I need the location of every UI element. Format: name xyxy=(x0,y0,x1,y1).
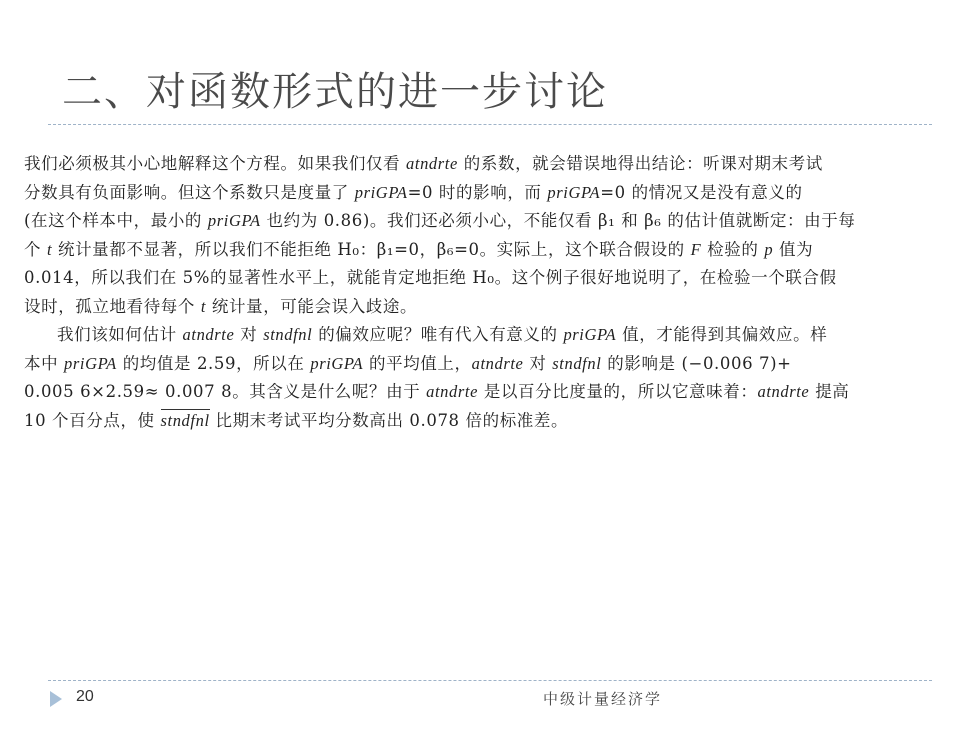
text-fragment: 值为 xyxy=(773,239,814,259)
variable-prigpa: priGPA xyxy=(310,353,364,373)
footer-divider xyxy=(48,680,932,681)
play-arrow-icon xyxy=(50,691,62,707)
paragraph-1 xyxy=(24,150,968,321)
variable-atndrte: atndrte xyxy=(757,382,810,401)
variable-atndrte: atndrte xyxy=(471,353,524,373)
variable-prigpa: priGPA xyxy=(563,325,617,344)
title-divider xyxy=(48,124,932,125)
variable-t: t xyxy=(46,239,53,259)
variable-p: p xyxy=(764,239,774,259)
text-fragment: 统计量，可能会误入歧途。 xyxy=(206,296,418,316)
text-fragment: 统计量都不显著，所以我们不能拒绝 H₀：β₁=0，β₆=0。实际上，这个联合假设的 xyxy=(52,239,691,259)
variable-stndfnl: stndfnl xyxy=(552,353,602,373)
slide-body xyxy=(24,150,968,435)
text-fragment: 0.014，所以我们在 5%的显著性水平上，就能肯定地拒绝 H₀。这个例子很好地说明了，在检验一个联合假 xyxy=(24,268,837,287)
text-fragment: =0 的情况又是没有意义的 xyxy=(600,182,803,202)
text-fragment: 10 个百分点，使 xyxy=(24,410,161,430)
text-fragment: 个 xyxy=(24,239,47,259)
text-fragment: 是以百分比度量的，所以它意味着： xyxy=(478,382,758,401)
variable-stndfnl-hat: stndfnl xyxy=(160,410,210,430)
variable-atndrte: atndrte xyxy=(406,154,458,173)
variable-prigpa: priGPA xyxy=(207,211,261,230)
text-fragment: 分数具有负面影响。但这个系数只是度量了 xyxy=(24,182,355,202)
text-fragment: 检验的 xyxy=(701,239,765,259)
text-fragment: 值，才能得到其偏效应。样 xyxy=(616,325,828,344)
page-number: 20 xyxy=(76,688,94,705)
variable-atndrte: atndrte xyxy=(182,325,235,344)
text-fragment: 的系数，就会错误地得出结论：听课对期末考试 xyxy=(457,154,823,173)
variable-stndfnl: stndfnl xyxy=(263,325,313,344)
course-title: 中级计量经济学 xyxy=(543,690,663,708)
text-fragment: 本中 xyxy=(24,353,65,373)
variable-t: t xyxy=(200,296,207,316)
paragraph-2 xyxy=(24,321,968,435)
variable-prigpa: priGPA xyxy=(64,353,117,373)
text-fragment: 0.005 6×2.59≈ 0.007 8。其含义是什么呢？由于 xyxy=(24,382,427,401)
text-fragment: 对 xyxy=(523,353,553,373)
slide-title: 二、对函数形式的进一步讨论 xyxy=(62,69,608,115)
text-fragment: 也约为 0.86)。我们还必须小心，不能仅看 β₁ 和 β₆ 的估计值就断定：由于每 xyxy=(260,211,856,230)
text-fragment: 对 xyxy=(234,325,264,344)
variable-atndrte: atndrte xyxy=(426,382,479,401)
text-fragment: =0 时的影响，而 xyxy=(407,182,548,202)
variable-prigpa: priGPA xyxy=(547,182,601,202)
text-fragment: 我们必须极其小心地解释这个方程。如果我们仅看 xyxy=(24,154,407,173)
text-fragment: 的偏效应呢？唯有代入有意义的 xyxy=(312,325,564,344)
text-fragment: 提高 xyxy=(809,382,850,401)
text-fragment: 的影响是 (−0.006 7)+ xyxy=(601,353,792,373)
text-fragment: (在这个样本中，最小的 xyxy=(24,211,208,230)
text-fragment: 设时，孤立地看待每个 xyxy=(24,296,201,316)
variable-prigpa: priGPA xyxy=(354,182,408,202)
text-fragment: 比期末考试平均分数高出 0.078 倍的标准差。 xyxy=(209,410,569,430)
text-fragment: 的均值是 2.59，所以在 xyxy=(116,353,311,373)
variable-f: F xyxy=(690,239,702,259)
text-fragment: 的平均值上， xyxy=(363,353,472,373)
text-fragment: 我们该如何估计 xyxy=(57,325,183,344)
